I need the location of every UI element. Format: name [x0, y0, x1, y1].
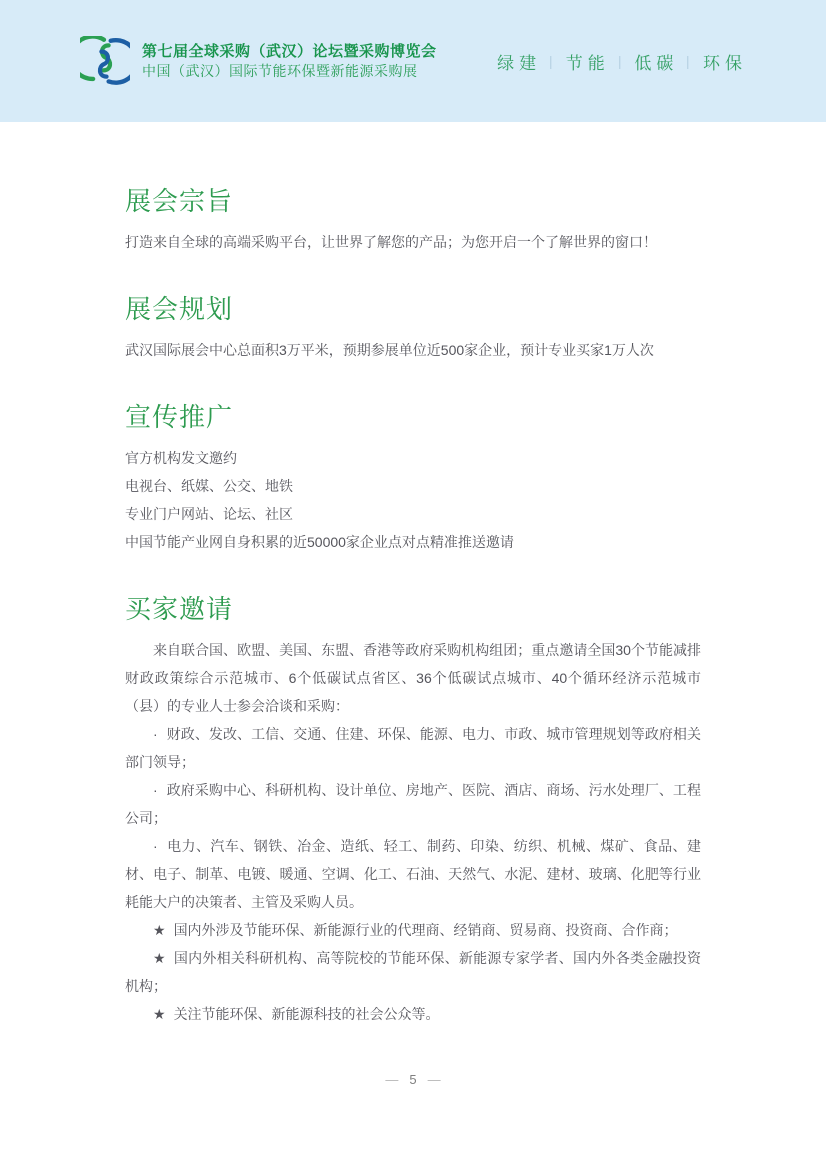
section-heading: 宣传推广 [125, 402, 234, 432]
keyword-energy-saving: 节能 [565, 53, 610, 73]
star-bullet-icon: ★ [153, 922, 166, 938]
event-subtitle: 中国（武汉）国际节能环保暨新能源采购展 [142, 62, 418, 79]
buyer-star-item-text: 关注节能环保、新能源科技的社会公众等。 [173, 1006, 440, 1022]
keyword-separator: | [618, 53, 621, 69]
buyer-dot-item [125, 832, 701, 916]
keyword-environmental: 环保 [703, 53, 747, 73]
star-bullet-icon: ★ [153, 950, 166, 966]
buyer-star-item-text: 国内外相关科研机构、高等院校的节能环保、新能源专家学者、国内外各类金融投资机构； [125, 950, 701, 994]
buyer-intro-paragraph: 来自联合国、欧盟、美国、东盟、香港等政府采购机构组团；重点邀请全国30个节能减排财政政策综合示范城市、6个低碳试点省区、36个低碳试点城市、40个循环经济示范城市（县）的专业人士参会洽谈和采购： [125, 642, 701, 714]
dot-bullet-icon: · [153, 782, 158, 798]
section-exhibition-purpose [125, 186, 701, 256]
buyer-star-item [125, 1000, 701, 1028]
dot-bullet-icon: · [153, 726, 158, 742]
expo-logo-icon [80, 36, 130, 86]
header-keywords [497, 49, 747, 74]
buyer-dot-item-text: 财政、发改、工信、交通、住建、环保、能源、电力、市政、城市管理规划等政府相关部门领导； [125, 726, 701, 770]
section-paragraph: 打造来自全球的高端采购平台，让世界了解您的产品；为您开启一个了解世界的窗口！ [125, 234, 657, 250]
buyer-star-item [125, 916, 701, 944]
page-number: 5 [409, 1072, 417, 1087]
buyer-dot-item [125, 720, 701, 776]
header-title-block [142, 42, 437, 81]
footer-dash: — [385, 1072, 399, 1087]
keyword-low-carbon: 低碳 [634, 53, 679, 73]
section-buyer-invitation [125, 594, 701, 1028]
footer-dash: — [427, 1072, 441, 1087]
keyword-separator: | [687, 53, 690, 69]
dot-bullet-icon: · [153, 838, 158, 854]
buyer-star-item-text: 国内外涉及节能环保、新能源行业的代理商、经销商、贸易商、投资商、合作商； [173, 922, 678, 938]
star-bullet-icon: ★ [153, 1006, 166, 1022]
section-paragraph: 武汉国际展会中心总面积3万平米，预期参展单位近500家企业，预计专业买家1万人次 [125, 342, 654, 358]
section-heading: 展会宗旨 [125, 186, 234, 216]
page-header [0, 0, 826, 122]
buyer-dot-item-text: 电力、汽车、钢铁、冶金、造纸、轻工、制药、印染、纺织、机械、煤矿、食品、建材、电子、制革、电镀、暖通、空调、化工、石油、天然气、水泥、建材、玻璃、化肥等行业耗能大户的决策者、主管及采购人员。 [125, 838, 701, 910]
section-heading: 展会规划 [125, 294, 234, 324]
buyer-star-item [125, 944, 701, 1000]
section-promotion [125, 402, 701, 556]
keyword-green-building: 绿建 [497, 53, 542, 73]
buyer-dot-item-text: 政府采购中心、科研机构、设计单位、房地产、医院、酒店、商场、污水处理厂、工程公司； [125, 782, 701, 826]
section-paragraph: 电视台、纸媒、公交、地铁 [125, 478, 293, 494]
keyword-separator: | [549, 53, 552, 69]
section-heading: 买家邀请 [125, 594, 234, 624]
event-title: 第七届全球采购（武汉）论坛暨采购博览会 [142, 42, 437, 60]
section-paragraph: 中国节能产业网自身积累的近50000家企业点对点精准推送邀请 [125, 534, 514, 550]
section-paragraph: 专业门户网站、论坛、社区 [125, 506, 293, 522]
page-footer [0, 1072, 826, 1087]
page-content [0, 186, 826, 1028]
section-exhibition-plan [125, 294, 701, 364]
section-paragraph: 官方机构发文邀约 [125, 450, 237, 466]
buyer-dot-item [125, 776, 701, 832]
